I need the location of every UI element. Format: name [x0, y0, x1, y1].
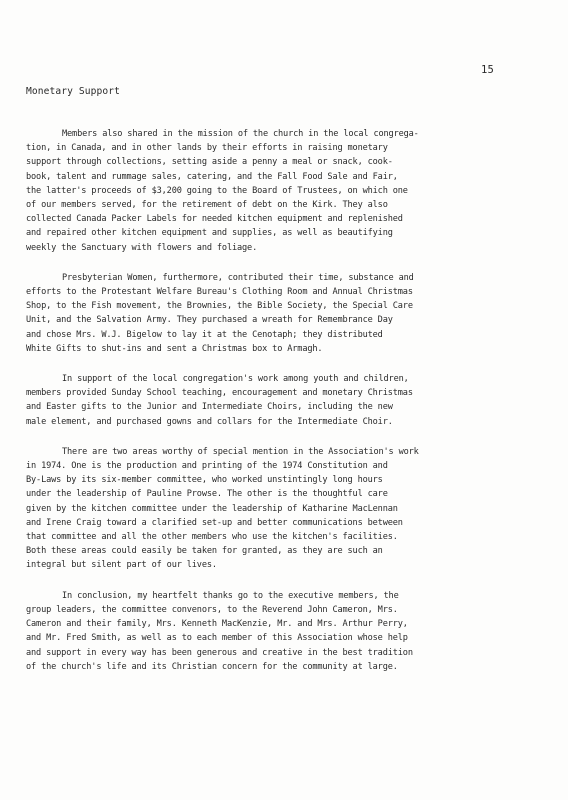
text-line: and Mr. Fred Smith, as well as to each member of this Association whose help — [26, 633, 408, 644]
text-line: Members also shared in the mission of the church in the local congrega- — [62, 129, 419, 139]
page-number: 15 — [481, 64, 495, 76]
text-line: Cameron and their family, Mrs. Kenneth MacKenzie, Mr. and Mrs. Arthur Perry, — [26, 619, 408, 630]
text-line: and chose Mrs. W.J. Bigelow to lay it at the Cenotaph; they distributed — [26, 329, 383, 340]
text-line: Presbyterian Women, furthermore, contributed their time, substance and — [62, 272, 414, 283]
paragraph-monetary-support — [26, 127, 556, 255]
text-line: tion, in Canada, and in other lands by their efforts in raising monetary — [26, 143, 388, 154]
paragraph-youth-support — [26, 372, 556, 429]
text-line: weekly the Sanctuary with flowers and foliage. — [26, 242, 258, 253]
text-line: male element, and purchased gowns and collars for the Intermediate Choir. — [26, 416, 393, 427]
text-line: Both these areas could easily be taken for granted, as they are such an — [26, 546, 383, 557]
text-line: efforts to the Protestant Welfare Bureau's Clothing Room and Annual Christmas — [26, 287, 413, 298]
paragraph-special-mention — [26, 445, 556, 573]
text-line: collected Canada Packer Labels for needed kitchen equipment and replenished — [26, 214, 403, 225]
text-line: White Gifts to shut-ins and sent a Christmas box to Armagh. — [26, 343, 323, 354]
text-line: By-Laws by its six-member committee, who worked unstintingly long hours — [26, 475, 383, 486]
text-line: and support in every way has been generous and creative in the best tradition — [26, 647, 413, 658]
text-line: given by the kitchen committee under the leadership of Katharine MacLennan — [26, 503, 398, 514]
text-line: integral but silent part of our lives. — [26, 560, 217, 571]
text-line: In conclusion, my heartfelt thanks go to the executive members, the — [62, 590, 399, 601]
text-line: and repaired other kitchen equipment and supplies, as well as beautifying — [26, 228, 393, 239]
text-line: group leaders, the committee convenors, to the Reverend John Cameron, Mrs. — [26, 604, 398, 615]
text-line: Shop, to the Fish movement, the Brownies, the Bible Society, the Special Care — [26, 301, 413, 312]
text-line: members provided Sunday School teaching, encouragement and monetary Christmas — [26, 388, 413, 399]
text-line: under the leadership of Pauline Prowse. The other is the thoughtful care — [26, 489, 388, 500]
text-line: book, talent and rummage sales, catering, and the Fall Food Sale and Fair, — [26, 171, 398, 182]
text-line: that committee and all the other members who use the kitchen's facilities. — [26, 532, 398, 543]
text-line: There are two areas worthy of special mention in the Association's work — [62, 446, 419, 457]
paragraph-conclusion — [26, 589, 556, 674]
text-line: the latter's proceeds of $3,200 going to the Board of Trustees, on which one — [26, 185, 408, 196]
text-line: and Easter gifts to the Junior and Intermediate Choirs, including the new — [26, 402, 393, 413]
text-line: Unit, and the Salvation Army. They purchased a wreath for Remembrance Day — [26, 315, 393, 326]
paragraph-presbyterian-women — [26, 271, 556, 356]
text-line: support through collections, setting aside a penny a meal or snack, cook- — [26, 157, 393, 168]
text-line: of the church's life and its Christian concern for the community at large. — [26, 661, 398, 672]
body-text — [26, 127, 556, 690]
section-heading: Monetary Support — [26, 86, 121, 97]
text-line: of our members served, for the retirement of debt on the Kirk. They also — [26, 200, 388, 211]
text-line: in 1974. One is the production and printing of the 1974 Constitution and — [26, 461, 388, 472]
text-line: In support of the local congregation's work among youth and children, — [62, 374, 409, 385]
text-line: and Irene Craig toward a clarified set-up and better communications between — [26, 517, 403, 528]
